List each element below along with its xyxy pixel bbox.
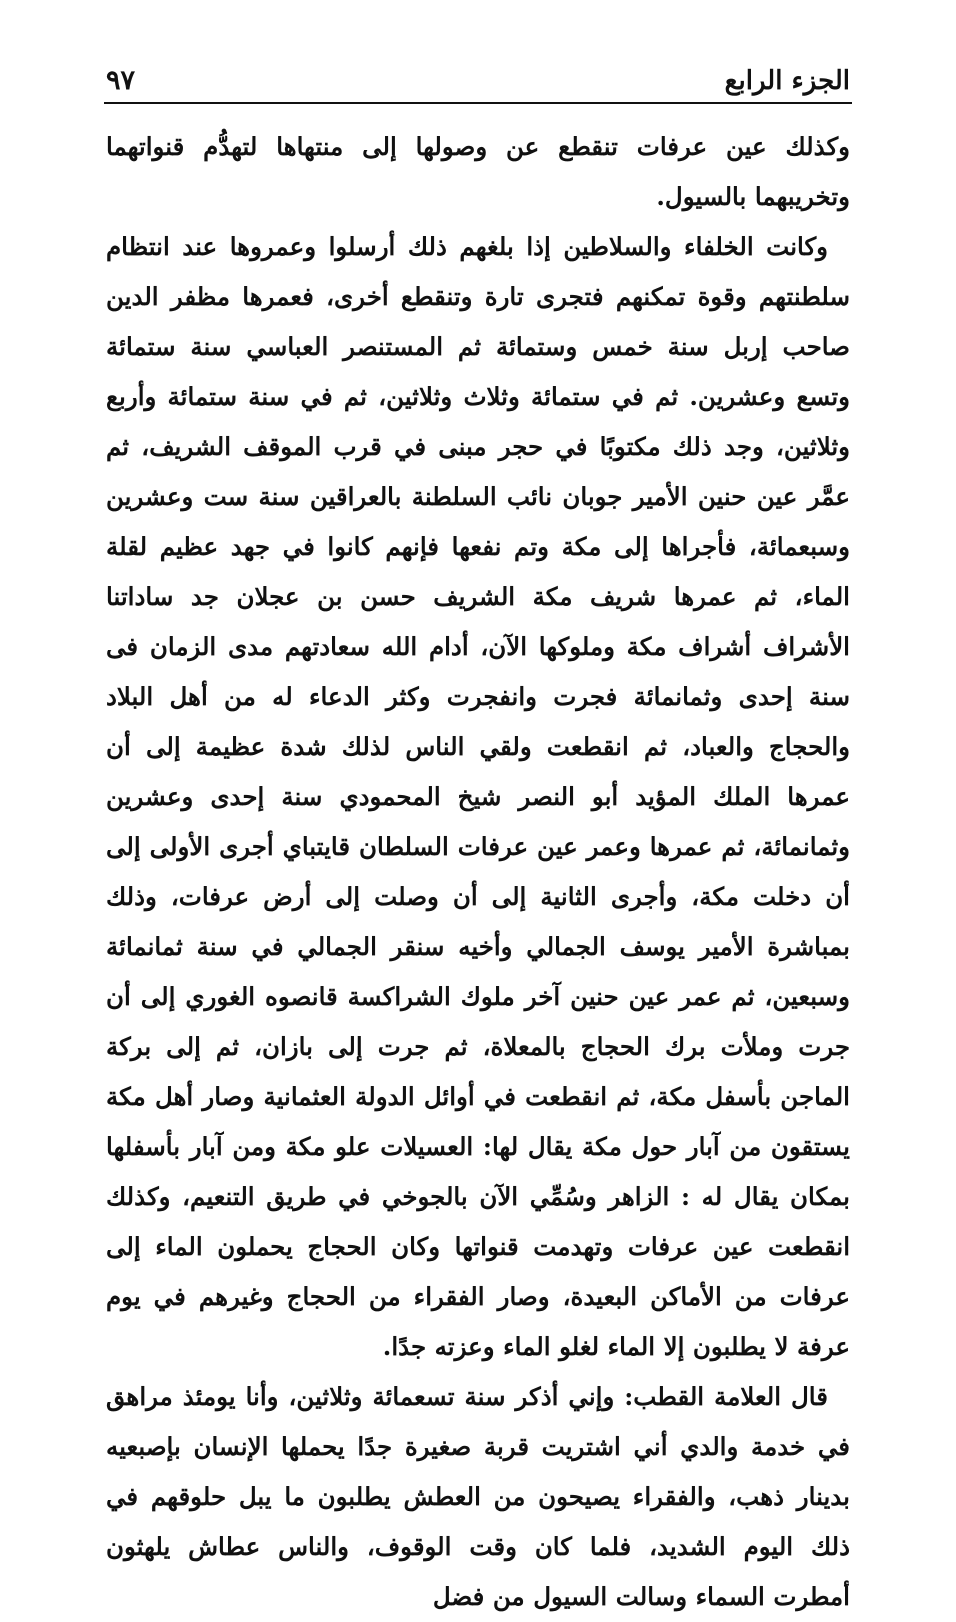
- paragraph: وكذلك عين عرفات تنقطع عن وصولها إلى منتهاها لتهدُّم قنواتهما وتخريبهما بالسيول.: [106, 132, 850, 211]
- body-text: [106, 122, 850, 1622]
- paragraph: وكانت الخلفاء والسلاطين إذا بلغهم ذلك أرسلوا وعمروها عند انتظام سلطنتهم وقوة تمكنهم فتجرى تارة وتنقطع أخرى، فعمرها مظفر الدين صاحب إربل سنة خمس وستمائة ثم المستنصر العباسي سنة ستمائة وتسع وعشرين. ثم في ستمائة وثلاث وثلاثين، ثم في سنة ستمائة وأربع وثلاثين، وجد ذلك مكتوبًا في حجر مبنى في قرب الموقف الشريف، ثم عمَّر عين حنين الأمير جوبان نائب السلطنة بالعراقين سنة ست وعشرين وسبعمائة، فأجراها إلى مكة وتم نفعها فإنهم كانوا في جهد عظيم لقلة الماء، ثم عمرها شريف مكة الشريف حسن بن عجلان جد ساداتنا الأشراف أشراف مكة وملوكها الآن، أدام الله سعادتهم مدى الزمان فى سنة إحدى وثمانمائة فجرت وانفجرت وكثر الدعاء له من أهل البلاد والحجاج والعباد، ثم انقطعت ولقي الناس لذلك شدة عظيمة إلى أن عمرها الملك المؤيد أبو النصر شيخ المحمودي سنة إحدى وعشرين وثمانمائة، ثم عمرها وعمر عين عرفات السلطان قايتباي أجرى الأولى إلى أن دخلت مكة، وأجرى الثانية إلى أن وصلت إلى أرض عرفات، وذلك بمباشرة الأمير يوسف الجمالي وأخيه سنقر الجمالي في سنة ثمانمائة وسبعين، ثم عمر عين حنين آخر ملوك الشراكسة قانصوه الغوري إلى أن جرت وملأت برك الحجاج بالمعلاة، ثم جرت إلى بازان، ثم إلى بركة الماجن بأسفل مكة، ثم انقطعت في أوائل الدولة العثمانية وصار أهل مكة يستقون من آبار حول مكة يقال لها: العسيلات علو مكة ومن آبار بأسفلها بمكان يقال له : الزاهر وسُمِّي الآن بالجوخي في طريق التنعيم، وكذلك انقطعت عين عرفات وتهدمت قنواتها وكان الحجاج يحملون الماء إلى عرفات من الأماكن البعيدة، وصار الفقراء من الحجاج وغيرهم في يوم عرفة لا يطلبون إلا الماء لغلو الماء وعزته جدًا.: [106, 232, 850, 1361]
- running-title: الجزء الرابع: [724, 66, 850, 96]
- header-rule: [104, 102, 852, 104]
- page-header: [106, 56, 850, 96]
- paragraph: قال العلامة القطب: وإني أذكر سنة تسعمائة وثلاثين، وأنا يومئذ مراهق في خدمة والدي أني اشتريت قربة صغيرة جدًا يحملها الإنسان بإصبعيه بدينار ذهب، والفقراء يصيحون من العطش يطلبون ما يبل حلوقهم في ذلك اليوم الشديد، فلما كان وقت الوقوف، والناس عطاش يلهثون أمطرت السماء وسالت السيول من فضل: [106, 1382, 850, 1611]
- page-number: ٩٧: [106, 65, 136, 96]
